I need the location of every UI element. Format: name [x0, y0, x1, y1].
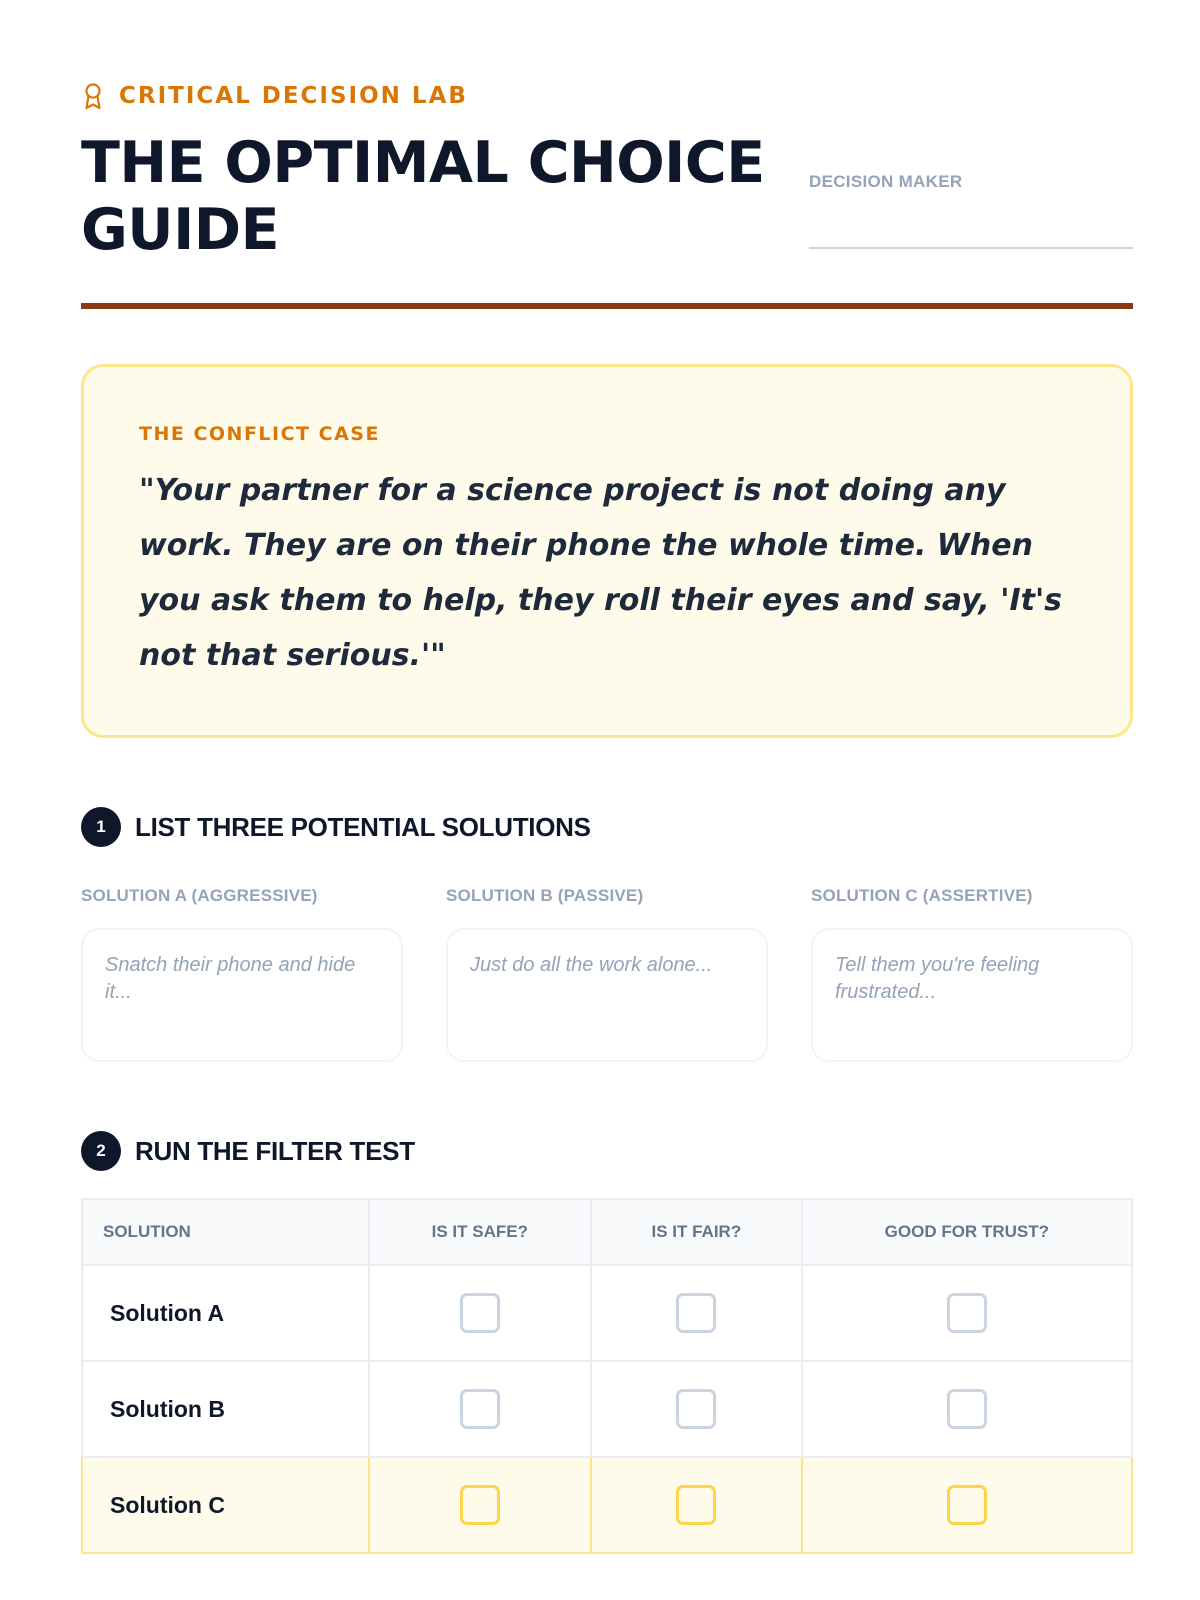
row-label: Solution A: [82, 1265, 369, 1361]
section-1-heading: [81, 807, 591, 847]
solution-a-label: SOLUTION A (AGGRESSIVE): [81, 886, 318, 905]
solution-b: [446, 886, 768, 906]
column-header-fair: IS IT FAIR?: [591, 1199, 802, 1265]
solution-a-box: [81, 928, 403, 1062]
checkbox-a-fair[interactable]: [676, 1293, 716, 1333]
solution-b-label: SOLUTION B (PASSIVE): [446, 886, 644, 905]
column-header-trust: GOOD FOR TRUST?: [802, 1199, 1132, 1265]
checkbox-a-safe[interactable]: [460, 1293, 500, 1333]
solution-b-input[interactable]: [470, 952, 744, 1038]
row-label: Solution B: [82, 1361, 369, 1457]
table-header-row: [82, 1199, 1132, 1265]
section-title: RUN THE FILTER TEST: [135, 1135, 415, 1166]
page-title: THE OPTIMAL CHOICE GUIDE: [81, 130, 765, 263]
checkbox-b-trust[interactable]: [947, 1389, 987, 1429]
brand-name: CRITICAL DECISION LAB: [119, 83, 468, 109]
solution-a-input[interactable]: [105, 952, 379, 1038]
conflict-case-text: "Your partner for a science project is not doing any work. They are on their phone the whole time. When you ask them to help, they roll their eyes and say, 'It's not that serious.'": [139, 473, 1062, 673]
section-title: LIST THREE POTENTIAL SOLUTIONS: [135, 811, 591, 842]
table-row: [82, 1265, 1132, 1361]
column-header-solution: SOLUTION: [82, 1199, 369, 1265]
column-header-safe: IS IT SAFE?: [369, 1199, 592, 1265]
decision-maker-field[interactable]: [809, 247, 1133, 249]
checkbox-c-fair[interactable]: [676, 1485, 716, 1525]
solution-a: [81, 886, 403, 906]
brand: [81, 82, 468, 110]
filter-test-table: [81, 1198, 1133, 1554]
checkbox-c-safe[interactable]: [460, 1485, 500, 1525]
award-ribbon-icon: [81, 82, 105, 110]
section-2-heading: [81, 1131, 415, 1171]
solution-b-box: [446, 928, 768, 1062]
solution-c-input[interactable]: [835, 952, 1109, 1038]
conflict-case-label: THE CONFLICT CASE: [139, 423, 380, 445]
header-divider: [81, 303, 1133, 309]
row-label: Solution C: [82, 1457, 369, 1553]
decision-maker-label: DECISION MAKER: [809, 172, 963, 191]
conflict-case-card: [81, 364, 1133, 738]
solution-c-label: SOLUTION C (ASSERTIVE): [811, 886, 1033, 905]
table-row-highlighted: [82, 1457, 1132, 1553]
solution-c: [811, 886, 1133, 906]
checkbox-c-trust[interactable]: [947, 1485, 987, 1525]
table-row: [82, 1361, 1132, 1457]
checkbox-b-fair[interactable]: [676, 1389, 716, 1429]
step-number-badge: 2: [81, 1131, 121, 1171]
checkbox-b-safe[interactable]: [460, 1389, 500, 1429]
checkbox-a-trust[interactable]: [947, 1293, 987, 1333]
solution-c-box: [811, 928, 1133, 1062]
step-number-badge: 1: [81, 807, 121, 847]
